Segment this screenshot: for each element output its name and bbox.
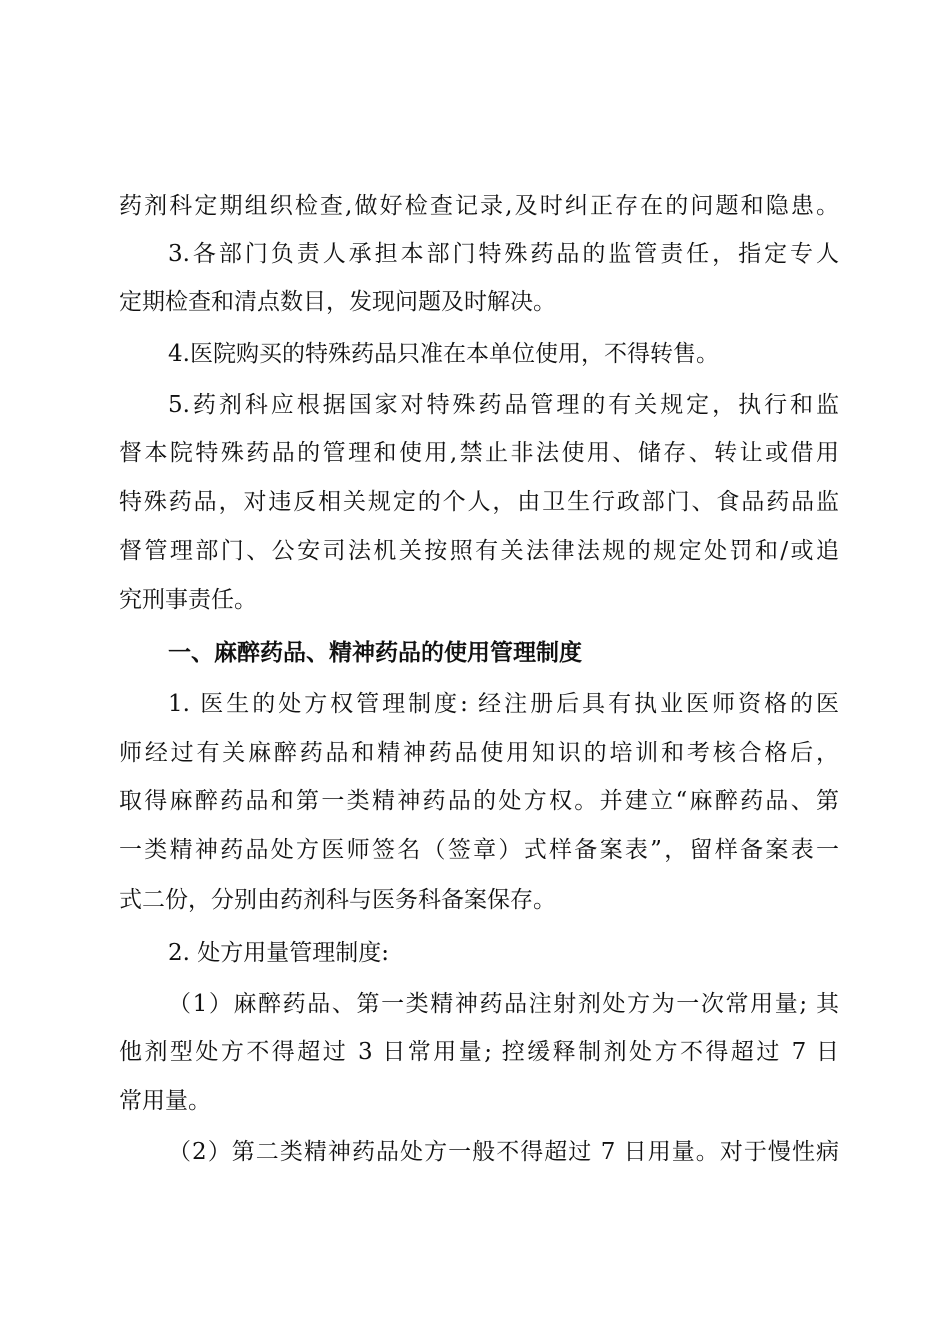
paragraph-line: 究刑事责任。 [119,587,257,613]
paragraph-line: 常用量。 [119,1088,211,1114]
paragraph-line: 一类精神药品处方医师签名（签章）式样备案表”，留样备案表一 [119,837,839,863]
section-heading: 一、麻醉药品、精神药品的使用管理制度 [168,639,582,666]
paragraph-line: （2）第二类精神药品处方一般不得超过 7 日用量。对于慢性病 [168,1139,839,1165]
paragraph-line: 取得麻醉药品和第一类精神药品的处方权。并建立“麻醉药品、第 [119,788,839,814]
paragraph-line: 师经过有关麻醉药品和精神药品使用知识的培训和考核合格后， [119,740,839,766]
paragraph-line: 督管理部门、公安司法机关按照有关法律法规的规定处罚和/或追 [119,538,839,564]
paragraph-line: 药剂科定期组织检查,做好检查记录,及时纠正存在的问题和隐患。 [119,193,839,219]
paragraph-line: 2. 处方用量管理制度: [168,940,390,966]
paragraph-line: 特殊药品，对违反相关规定的个人，由卫生行政部门、食品药品监 [119,489,839,515]
paragraph-line: 式二份，分别由药剂科与医务科备案保存。 [119,887,556,913]
paragraph-line: 5.药剂科应根据国家对特殊药品管理的有关规定，执行和监 [168,392,839,418]
paragraph-line: 1. 医生的处方权管理制度: 经注册后具有执业医师资格的医 [168,691,839,717]
paragraph-line: 3.各部门负责人承担本部门特殊药品的监管责任，指定专人 [168,241,839,267]
paragraph-line: 4.医院购买的特殊药品只准在本单位使用，不得转售。 [168,341,719,367]
paragraph-line: 定期检查和清点数目，发现问题及时解决。 [119,289,556,315]
paragraph-line: 他剂型处方不得超过 3 日常用量; 控缓释制剂处方不得超过 7 日 [119,1039,839,1065]
paragraph-line: （1）麻醉药品、第一类精神药品注射剂处方为一次常用量; 其 [168,991,839,1017]
paragraph-line: 督本院特殊药品的管理和使用,禁止非法使用、储存、转让或借用 [119,440,839,466]
